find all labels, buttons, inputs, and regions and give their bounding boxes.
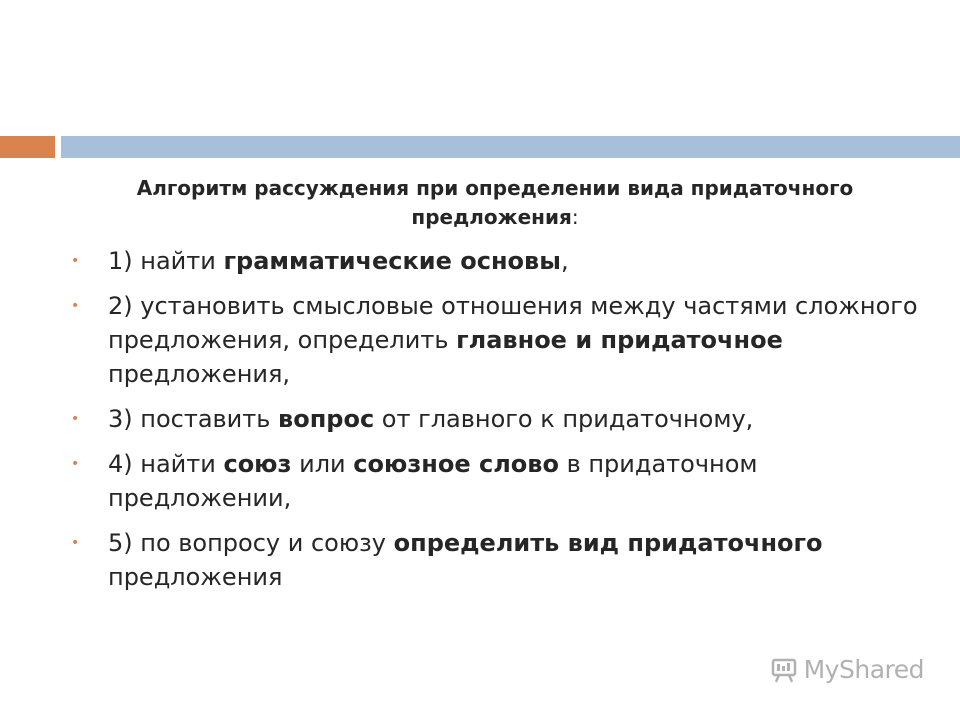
algorithm-steps-list	[60, 244, 920, 605]
bullet-icon: •	[71, 253, 80, 269]
item-text	[108, 292, 918, 388]
bullet-icon: •	[71, 298, 80, 314]
item-text-bold: вопрос	[278, 405, 375, 433]
item-text-part: предложения,	[108, 360, 291, 388]
item-text-part: 2) установить смысловые отношения между частями сложного предложения, определить	[108, 292, 918, 354]
item-text-bold: союз	[223, 450, 292, 478]
item-text-bold: грамматические основы	[223, 247, 561, 275]
item-text-part: в придаточном предложении,	[108, 450, 758, 512]
item-text-part: 4) найти	[108, 450, 224, 478]
watermark-text: MyShared	[803, 655, 924, 684]
list-item	[60, 289, 920, 391]
slide-title-colon: :	[571, 205, 579, 229]
item-text-part: 3) поставить	[108, 405, 279, 433]
list-item	[60, 244, 920, 278]
item-text-bold: главное и придаточное	[456, 326, 783, 354]
watermark	[770, 655, 924, 684]
bullet-icon: •	[71, 535, 80, 551]
item-text-part: ,	[560, 247, 569, 275]
bullet-icon: •	[71, 456, 80, 472]
slide-title-text: Алгоритм рассуждения при определении вида придаточного предложения	[136, 176, 854, 229]
item-text-part: от главного к придаточному,	[374, 405, 754, 433]
slide-title	[130, 174, 860, 232]
item-text-bold: определить вид придаточного	[393, 529, 823, 557]
item-text	[108, 405, 753, 433]
list-item	[60, 447, 920, 515]
list-item	[60, 402, 920, 436]
item-text	[108, 450, 758, 512]
item-text-bold: союзное слово	[353, 450, 559, 478]
header-accent-bar	[0, 136, 55, 158]
bullet-icon: •	[71, 411, 80, 427]
header-bar	[61, 136, 960, 158]
item-text-part: или	[291, 450, 354, 478]
item-text-part: 5) по вопросу и союзу	[108, 529, 394, 557]
presentation-board-icon	[770, 656, 798, 684]
item-text	[108, 247, 569, 275]
list-item	[60, 526, 920, 594]
item-text	[108, 529, 823, 591]
item-text-part: 1) найти	[108, 247, 224, 275]
item-text-part: предложения	[108, 563, 283, 591]
